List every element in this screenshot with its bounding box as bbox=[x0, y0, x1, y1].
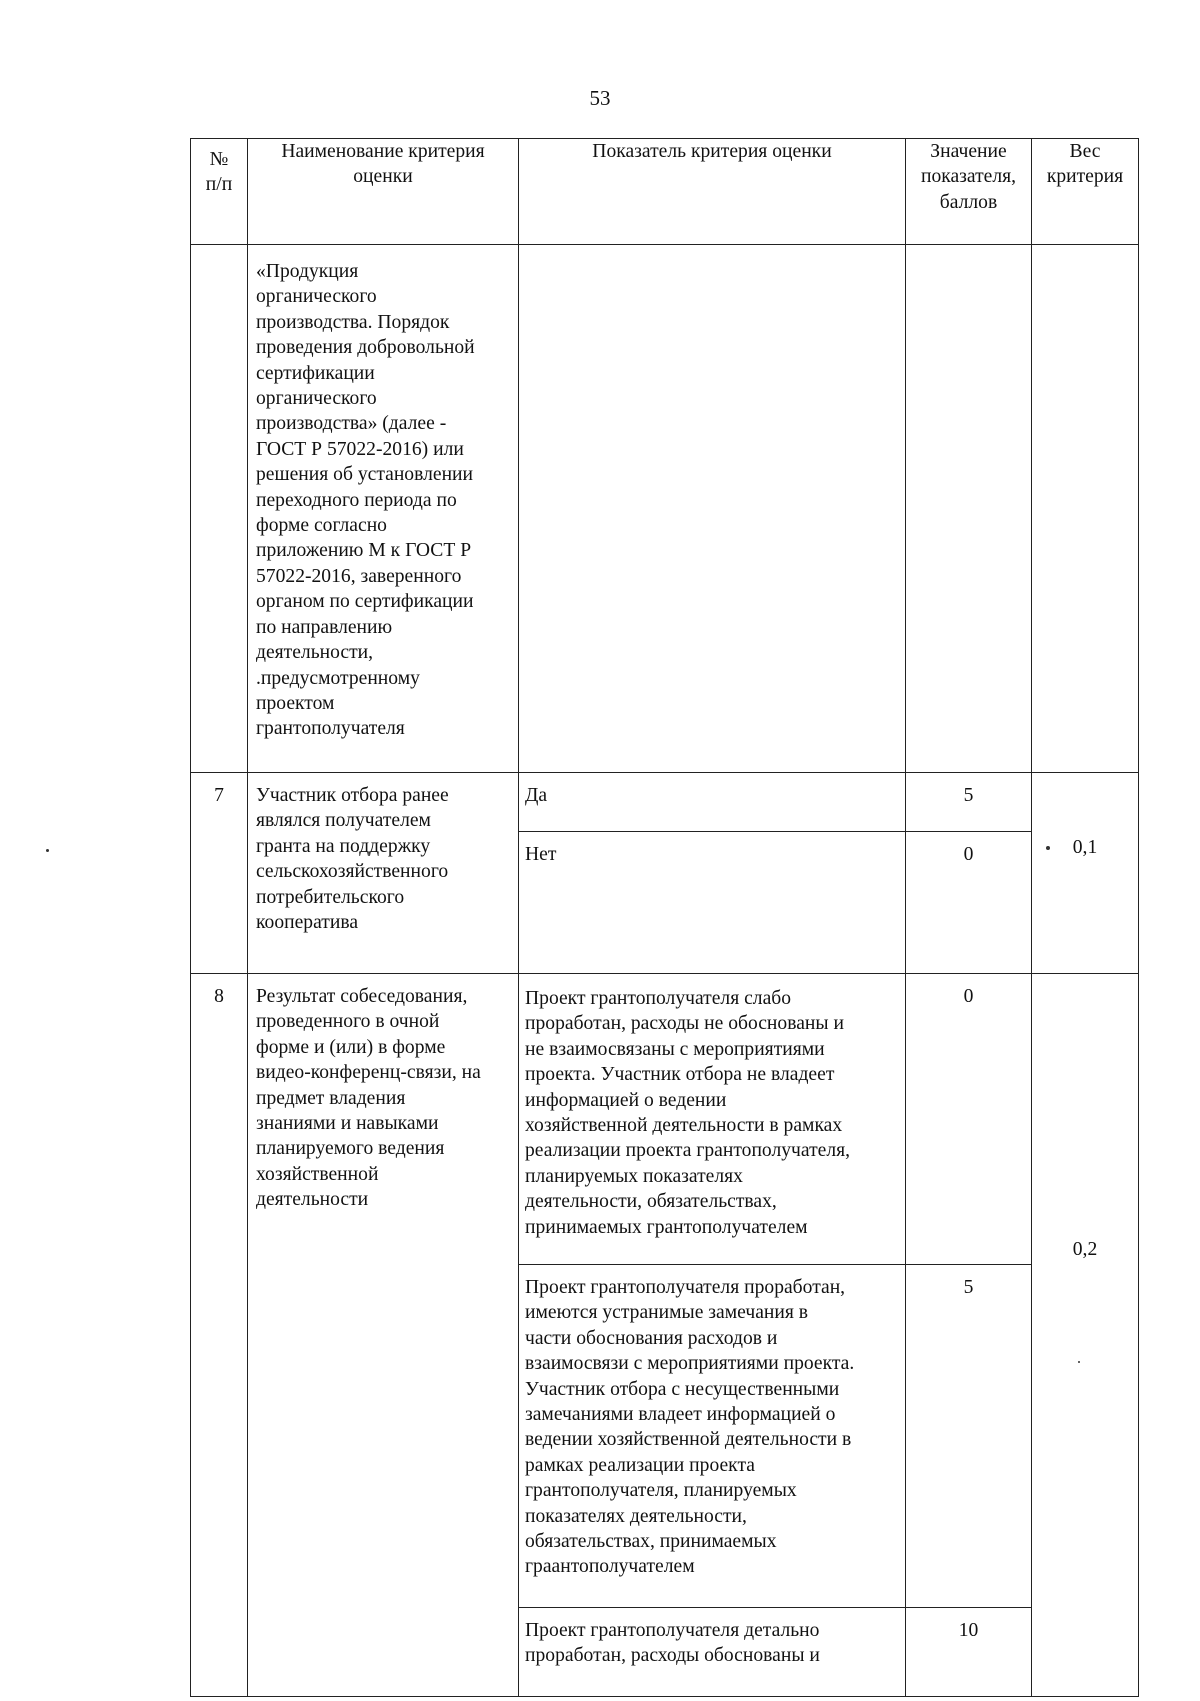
scan-speck bbox=[46, 849, 49, 852]
row-8-criterion-name: Результат собеседования, проведенного в очной форме и (или) в форме видео-конференц-связи, на предмет владения знаниями и навыками планируемого ведения хозяйственной деятельности bbox=[248, 974, 519, 1697]
continuation-criterion-name: «Продукция органического производства. Порядок проведения добровольной сертификации органического производства» (далее - ГОСТ Р 57022-2016) или решения об установлении переходного периода по форме согласно приложению М к ГОСТ Р 57022-2016, заверенного органом по сертификации по направлению деятельности, .предусмотренному проектом грантополучателя bbox=[248, 245, 519, 773]
continuation-indicator-cell bbox=[519, 245, 906, 773]
table-row-8 bbox=[191, 974, 1139, 1265]
header-criterion-name: Наименование критерия оценки bbox=[248, 139, 519, 245]
row-7-weight: 0,1 bbox=[1032, 773, 1139, 974]
row-8-indicator-adequate: Проект грантополучателя проработан, имеются устранимые замечания в части обоснования расходов и взаимосвязи с мероприятиями проекта. Участник отбора с несущественными замечаниями владеет информацией о ведении хозяйственной деятельности в рамках реализации проекта грантополучателя, планируемых показателях деятельности, обязательствах, принимаемых граантополучателем bbox=[519, 1265, 906, 1608]
continuation-weight-cell bbox=[1032, 245, 1139, 773]
row-7-value-no: 0 bbox=[906, 832, 1032, 974]
table-row-7 bbox=[191, 773, 1139, 832]
row-7-number: 7 bbox=[191, 773, 248, 974]
row-7-indicator-yes: Да bbox=[519, 773, 906, 832]
page-number: 53 bbox=[589, 86, 611, 110]
continuation-number-cell bbox=[191, 245, 248, 773]
row-7-value-yes: 5 bbox=[906, 773, 1032, 832]
row-8-number: 8 bbox=[191, 974, 248, 1697]
row-8-value-adequate: 5 bbox=[906, 1265, 1032, 1608]
header-number: № п/п bbox=[191, 139, 248, 245]
header-indicator-value: Значение показателя, баллов bbox=[906, 139, 1032, 245]
header-criterion-indicator: Показатель критерия оценки bbox=[519, 139, 906, 245]
row-8-weight: 0,2 bbox=[1032, 974, 1139, 1697]
continuation-value-cell bbox=[906, 245, 1032, 773]
scan-speck bbox=[1078, 1361, 1080, 1363]
row-7-indicator-no: Нет bbox=[519, 832, 906, 974]
row-8-indicator-weak: Проект грантополучателя слабо проработан, расходы не обоснованы и не взаимосвязаны с мероприятиями проекта. Участник отбора не владеет информацией о ведении хозяйственной деятельности в рамках реализации проекта грантополучателя, планируемых показателях деятельности, обязательствах, принимаемых грантополучателем bbox=[519, 974, 906, 1265]
table-row-continuation bbox=[191, 245, 1139, 773]
table-header-row bbox=[191, 139, 1139, 245]
row-8-value-detailed: 10 bbox=[906, 1608, 1032, 1697]
criteria-table bbox=[190, 138, 1139, 1697]
header-criterion-weight: Вес критерия bbox=[1032, 139, 1139, 245]
row-8-value-weak: 0 bbox=[906, 974, 1032, 1265]
row-8-indicator-detailed: Проект грантополучателя детально проработан, расходы обоснованы и bbox=[519, 1608, 906, 1697]
row-7-criterion-name: Участник отбора ранее являлся получателем гранта на поддержку сельскохозяйственного потребительского кооператива bbox=[248, 773, 519, 974]
scan-speck bbox=[1046, 846, 1050, 850]
